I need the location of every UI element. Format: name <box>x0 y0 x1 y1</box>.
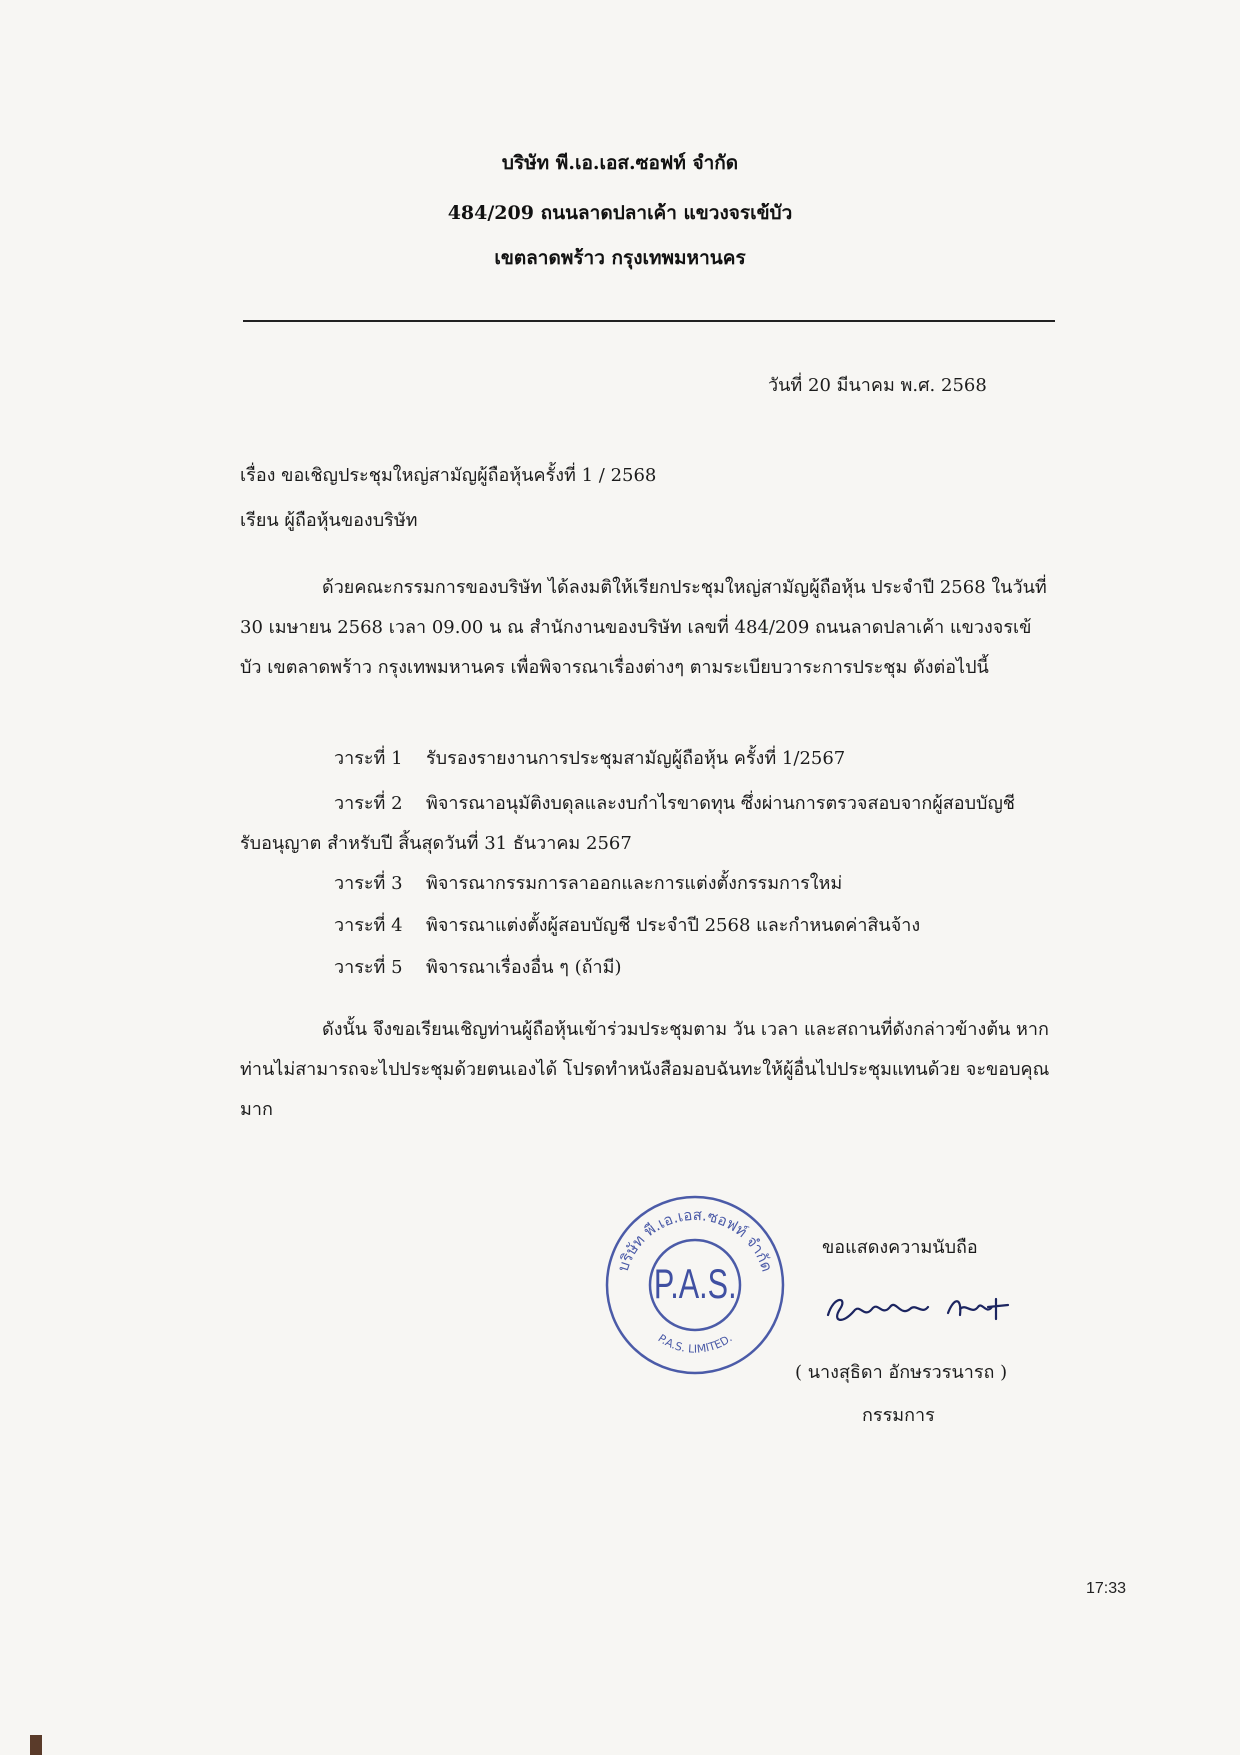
intro-paragraph: ด้วยคณะกรรมการของบริษัท ได้ลงมติให้เรียกประชุมใหญ่สามัญผู้ถือหุ้น ประจำปี 2568 ในวันที่ 30 เมษายน 2568 เวลา 09.00 น ณ สำนักงานของบริษัท เลขที่ 484/209 ถนนลาดปลาเค้า แขวงจรเข้บัว เขตลาดพร้าว กรุงเทพมหานคร เพื่อพิจารณาเรื่องต่างๆ ตามระเบียบวาระการประชุม ดังต่อไปนี้ <box>240 577 1047 678</box>
company-stamp-icon <box>600 1190 790 1380</box>
company-address-line2: เขตลาดพร้าว กรุงเทพมหานคร <box>494 247 746 269</box>
agenda-text: พิจารณาแต่งตั้งผู้สอบบัญชี ประจำปี 2568 และกำหนดค่าสินจ้าง <box>426 915 921 936</box>
stamp-center-text: P.A.S. <box>653 1260 737 1308</box>
letter-subject: เรื่อง ขอเชิญประชุมใหญ่สามัญผู้ถือหุ้นครั้งที่ 1 / 2568 <box>240 465 657 486</box>
agenda-item-1 <box>334 743 845 772</box>
agenda-text: พิจารณาอนุมัติงบดุลและงบกำไรขาดทุน ซึ่งผ่านการตรวจสอบจากผู้สอบบัญชี <box>426 793 1016 814</box>
agenda-item-4 <box>334 910 920 939</box>
agenda-text: พิจารณาเรื่องอื่น ๆ (ถ้ามี) <box>426 957 622 978</box>
agenda-number: วาระที่ 4 <box>334 915 403 936</box>
signature-icon <box>820 1285 1020 1330</box>
closing-paragraph: ดังนั้น จึงขอเรียนเชิญท่านผู้ถือหุ้นเข้าร่วมประชุมตาม วัน เวลา และสถานที่ดังกล่าวข้างต้น หากท่านไม่สามารถจะไปประชุมด้วยตนเองได้ โปรดทำหนังสือมอบฉันทะให้ผู้อื่นไปประชุมแทนด้วย จะขอบคุณมาก <box>240 1019 1050 1120</box>
agenda-number: วาระที่ 2 <box>334 793 403 814</box>
letter-date: วันที่ 20 มีนาคม พ.ศ. 2568 <box>768 375 987 396</box>
agenda-number: วาระที่ 1 <box>334 748 403 769</box>
scan-edge-mark <box>30 1735 42 1755</box>
stamp-ring-thai: บริษัท พี.เอ.เอส.ซอฟท์ จำกัด <box>613 1205 777 1274</box>
signatory-title: กรรมการ <box>862 1405 935 1426</box>
agenda-number: วาระที่ 5 <box>334 957 403 978</box>
timestamp: 17:33 <box>1086 1580 1127 1597</box>
letter-recipient: เรียน ผู้ถือหุ้นของบริษัท <box>240 510 418 531</box>
agenda-item-3 <box>334 868 842 897</box>
stamp-ring-english: P.A.S. LIMITED. <box>655 1331 735 1356</box>
agenda-item-2 <box>334 788 1015 817</box>
signatory-name: ( นางสุธิดา อักษรวรนารถ ) <box>795 1362 1008 1383</box>
agenda-item-5 <box>334 952 622 981</box>
agenda-number: วาระที่ 3 <box>334 873 403 894</box>
svg-text:P.A.S. LIMITED. <box>656 1332 735 1356</box>
agenda-item-2-continuation: รับอนุญาต สำหรับปี สิ้นสุดวันที่ 31 ธันวาคม 2567 <box>240 833 632 854</box>
agenda-text: รับรองรายงานการประชุมสามัญผู้ถือหุ้น ครั้งที่ 1/2567 <box>426 748 846 769</box>
company-name: บริษัท พี.เอ.เอส.ซอฟท์ จำกัด <box>501 152 739 174</box>
agenda-text: พิจารณากรรมการลาออกและการแต่งตั้งกรรมการใหม่ <box>426 873 843 894</box>
regards-text: ขอแสดงความนับถือ <box>822 1237 978 1258</box>
company-address-line1: 484/209 ถนนลาดปลาเค้า แขวงจรเข้บัว <box>447 202 793 224</box>
header-divider <box>243 320 1055 322</box>
